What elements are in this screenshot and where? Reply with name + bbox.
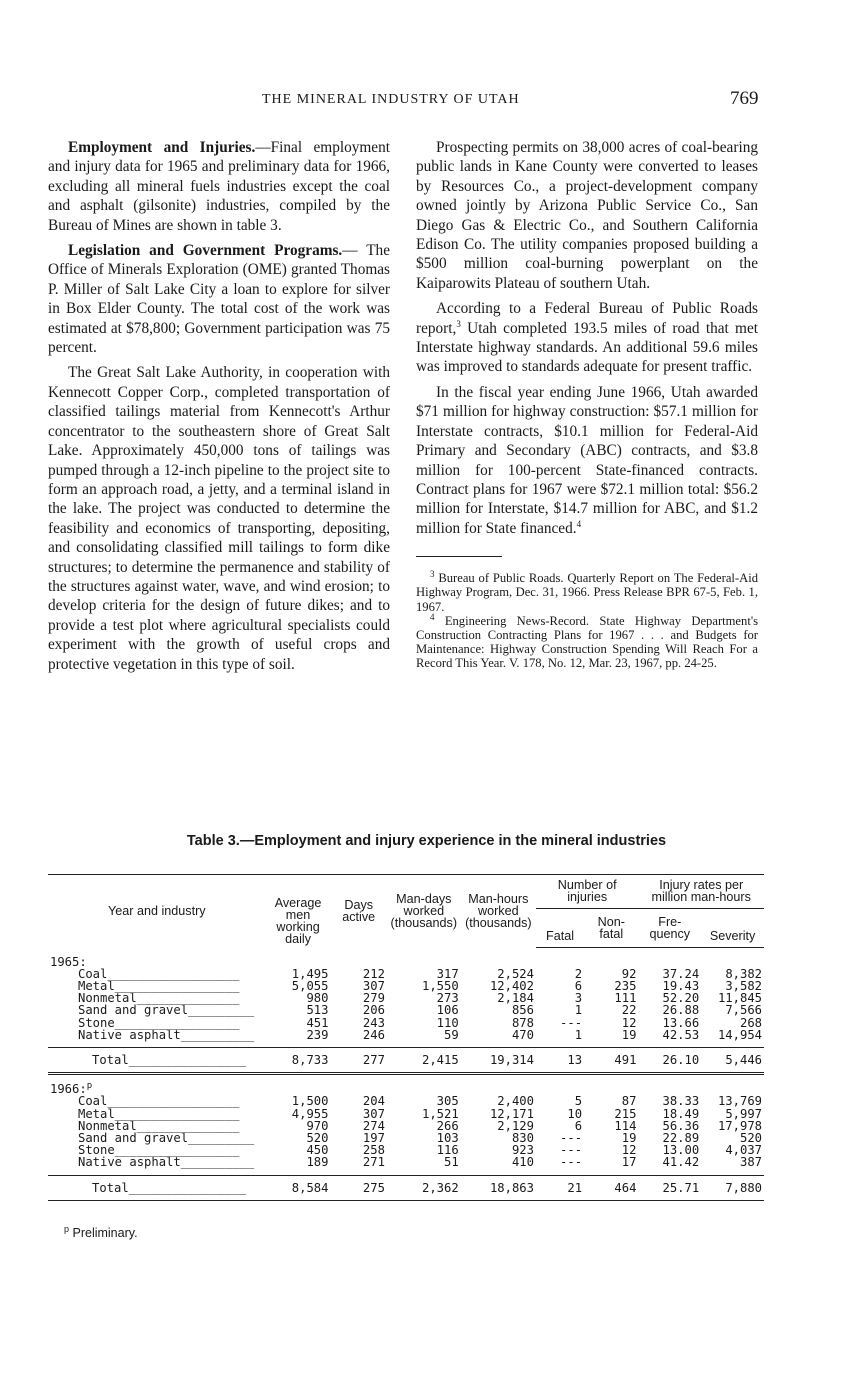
table-body-1965 [48,947,764,1074]
left-column [48,138,390,680]
year-label-1966: 1966:$^p$ [50,1081,93,1097]
table-row: Nonmetal______________ 970 274 266 2,129 6 114 56.36 17,978 [78,1118,762,1133]
table-row: Coal__________________ 1,500 204 305 2,400 5 87 38.33 13,769 [78,1094,762,1109]
header-man-days: Man-days worked (thousands) [387,875,461,948]
heading-employment: Employment and Injuries. [68,139,256,156]
footnotes [416,568,758,671]
footnote-ref-4: 4 [576,518,582,529]
heading-legislation: Legislation and Government Programs. [68,242,343,260]
header-avg-men: Average men working daily [266,875,331,948]
footnote-3: $^3$ Bureau of Public Roads. Quarterly Report on The Federal-Aid Highway Program, Dec. 31, 1966. Press Release BPR 67-5, Feb. 1, 1967. [416,568,758,614]
table-row: Stone_________________ 451 243 110 878 --- 12 13.66 268 [78,1015,762,1030]
total-row-1965: Total________________ 8,733 277 2,415 19,314 13 491 26.10 5,446 [48,1047,764,1073]
table-title: Table 3.—Employment and injury experience in the mineral industries [186,833,667,849]
paragraph-great-salt-lake: The Great Salt Lake Authority, in cooperation with Kennecott Copper Corp., completed transportation of classified tailings material from Kennecott's Arthur concentrator to the southeastern shore of Great Salt Lake. Approximately 450,000 tons of tailings was pumped through a 12-inch pipeline to the project site to form an approach road, a jetty, and a terminal island in the lake. The project was conducted to determine the feasibility and economics of transporting, depositing, and consolidating classified mill tailings to form dike structures; to determine the permanence and stability of the structures against water, wave, and wind erosion; to develop criteria for the design of future dikes; and to provide a test plot where agricultural specialists could experiment with the growth of useful crops and protective vegetation in this type of soil. [48,364,390,673]
footnote-4: $^4$ Engineering News-Record. State Highway Department's Construction Contracting Plans for 1967 . . . and Budgets for Maintenance: Highway Construction Spending Will Reach For a Record This Year. V. 178, No. 12, Mar. 23, 1967, pp. 24-25. [416,611,758,671]
page-header [0,88,853,118]
table-row: Metal_________________ 4,955 307 1,521 12,171 10 215 18.49 5,997 [78,1106,762,1121]
header-frequency: Fre-quency [638,908,701,947]
header-injury-rates: Injury rates per million man-hours [638,875,764,909]
table-row: Nonmetal______________ 980 279 273 2,184 3 111 52.20 11,845 [78,991,762,1006]
paragraph-employment: Employment and Injuries.—Final employment and injury data for 1965 and preliminary data for 1966, excluding all mineral fuels industries except the coal and asphalt (gilsonite) industries, compiled by the Bureau of Mines are shown in table 3. [48,139,390,234]
header-nonfatal: Non-fatal [584,908,638,947]
table-row: Metal_________________ 5,055 307 1,550 12,402 6 235 19.43 3,582 [78,978,762,993]
header-severity: Severity [701,908,764,947]
employment-injury-table [48,874,764,1201]
header-man-hours: Man-hours worked (thousands) [461,875,536,948]
preliminary-mark: p [86,1081,93,1092]
header-days-active: Days active [330,875,386,948]
footnote-rule [416,556,502,557]
total-row-1966: Total________________ 8,584 275 2,362 18,863 21 464 25.71 7,880 [48,1175,764,1200]
right-column [416,138,758,671]
table-body-1966 [48,1074,764,1201]
table-footnote: $^p$ Preliminary. [64,1223,138,1240]
table-row: Stone_________________ 450 258 116 923 --- 12 13.00 4,037 [78,1143,762,1158]
header-year-industry: Year and industry [48,875,266,948]
running-title: THE MINERAL INDUSTRY OF UTAH [262,92,520,107]
table-row: Native asphalt__________ 239 246 59 470 1 19 42.53 14,954 [78,1027,762,1042]
page-number: 769 [730,88,759,109]
header-fatal: Fatal [536,908,584,947]
paragraph-prospecting: Prospecting permits on 38,000 acres of coal-bearing public lands in Kane County were converted to leases by Resources Co., a project-development company owned jointly by Arizona Public Service Co., San Diego Gas & Electric Co., and Southern California Edison Co. The utility companies proposed building a $500 million coal-burning powerplant on the Kaiparowits Plateau of southern Utah. [416,139,758,292]
footnote-ref-3: 3 [456,318,461,329]
header-number-of-injuries: Number of injuries [536,875,638,909]
year-label-1965: 1965: [50,954,87,969]
table-row: Coal__________________ 1,495 212 317 2,524 2 92 37.24 8,382 [78,966,762,981]
paragraph-legislation: Legislation and Government Programs.— The Office of Minerals Exploration (OME) granted Thomas P. Miller of Salt Lake City a loan to explore for silver in Box Elder County. The total cost of the work was estimated at $78,800; Government participation was 75 percent. [48,242,390,357]
paragraph-fiscal-year: In the fiscal year ending June 1966, Utah awarded $71 million for highway construction: $57.1 million for Interstate contracts, $10.1 million for Federal-Aid Primary and Secondary (ABC) contracts, and $3.8 million for 100-percent State-financed contracts. Contract plans for 1967 were $72.1 million total: $56.2 million for Interstate, $14.7 million for ABC, and $1.2 million for State financed.$^4$ [416,383,758,537]
table-row: Sand and gravel_________ 520 197 103 830 --- 19 22.89 520 [78,1130,762,1145]
table-row: Native asphalt__________ 189 271 51 410 --- 17 41.42 387 [78,1155,762,1170]
paragraph-roads: According to a Federal Bureau of Public Roads report,$^3$ Utah completed 193.5 miles of road that met Interstate highway standards. An additional 59.6 miles was improved to standards adequate for present traffic. [416,300,758,376]
table-row: Sand and gravel_________ 513 206 106 856 1 22 26.88 7,566 [78,1003,762,1018]
